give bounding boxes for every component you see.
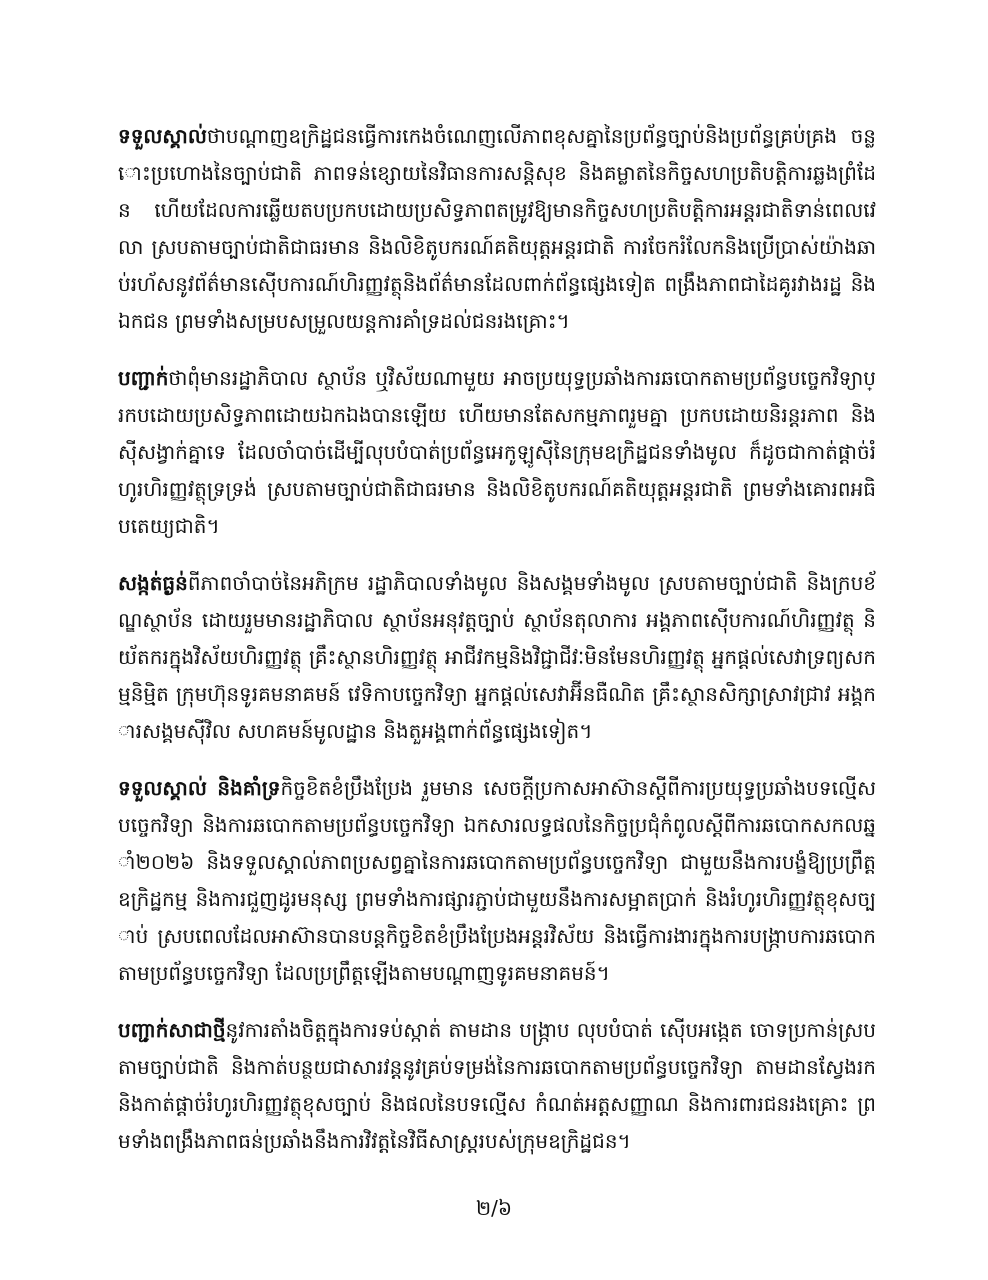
paragraph-body: ថាពុំមានរដ្ឋាភិបាល ស្ថាប័ន ឬវិស័យណាមួយ អាចប្រយុទ្ធប្រឆាំងការឆបោកតាមប្រព័ន្ធបច្ចេកវិទ្យាប្រកបដោយប្រសិទ្ធភាពដោយឯកឯងបានឡើយ ហើយមានតែសកម្មភាពរួមគ្នា ប្រកបដោយនិរន្តរភាព និងស៊ីសង្វាក់គ្នាទេ ដែលចាំបាច់ដើម្បីលុបបំបាត់ប្រព័ន្ធអេកូឡូស៊ីនៃក្រុមឧក្រិដ្ឋជនទាំងមូល ក៏ដូចជាកាត់ផ្ដាច់រំហូរហិរញ្ញវត្ថុទ្រទ្រង់ ស្របតាមច្បាប់ជាតិជាធរមាន និងលិខិតូបករណ៍គតិយុត្តអន្តរជាតិ ព្រមទាំងគោរពអធិបតេយ្យជាតិ។ (118, 366, 876, 538)
paragraph-lead: ទទួលស្គាល់ (118, 124, 207, 148)
paragraph-reaffirm (118, 1012, 876, 1160)
paragraph-lead: ទទួលស្គាល់ និងគាំទ្រ (118, 776, 281, 800)
paragraph-body: ពីភាពចាំបាច់នៃអភិក្រម រដ្ឋាភិបាលទាំងមូល និងសង្គមទាំងមូល ស្របតាមច្បាប់ជាតិ និងក្របខ័ណ្ឌស្ថាប័ន ដោយរួមមានរដ្ឋាភិបាល ស្ថាប័នអនុវត្តច្បាប់ ស្ថាប័នតុលាការ អង្គភាពស៊ើបការណ៍ហិរញ្ញវត្ថុ និយ័តករក្នុងវិស័យហិរញ្ញវត្ថុ គ្រឹះស្ថានហិរញ្ញវត្ថុ អាជីវកម្មនិងវិជ្ជាជីវៈមិនមែនហិរញ្ញវត្ថុ អ្នកផ្ដល់សេវាទ្រព្យសកម្មនិម្មិត ក្រុមហ៊ុនទូរគមនាគមន៍ វេទិកាបច្ចេកវិទ្យា អ្នកផ្ដល់សេវាអ៊ីនធឺណិត គ្រឹះស្ថានសិក្សាស្រាវជ្រាវ អង្គការសង្គមស៊ីវិល សហគមន៍មូលដ្ឋាន និងតួអង្គពាក់ព័ន្ធផ្សេងទៀត។ (118, 571, 876, 743)
paragraph-emphasize (118, 565, 876, 750)
paragraph-body: ថាបណ្ដាញឧក្រិដ្ឋជនធ្វើការកេងចំណេញលើភាពខុសគ្នានៃប្រព័ន្ធច្បាប់និងប្រព័ន្ធគ្រប់គ្រង ចន្លោះប្រហោងនៃច្បាប់ជាតិ ភាពទន់ខ្សោយនៃវិធានការសន្តិសុខ និងគម្លាតនៃកិច្ចសហប្រតិបត្តិការឆ្លងព្រំដែន ហើយដែលការឆ្លើយតបប្រកបដោយប្រសិទ្ធភាពតម្រូវឱ្យមានកិច្ចសហប្រតិបត្តិការអន្តរជាតិទាន់ពេលវេលា ស្របតាមច្បាប់ជាតិជាធរមាន និងលិខិតូបករណ៍គតិយុត្តអន្តរជាតិ ការចែករំលែកនិងប្រើប្រាស់យ៉ាងឆាប់រហ័សនូវព័ត៌មានស៊ើបការណ៍ហិរញ្ញវត្ថុនិងព័ត៌មានដែលពាក់ព័ន្ធផ្សេងទៀត ពង្រឹងភាពជាដៃគូរវាងរដ្ឋ និងឯកជន ព្រមទាំងសម្របសម្រួលយន្តការគាំទ្រដល់ជនរងគ្រោះ។ (118, 124, 876, 333)
paragraph-acknowledge-support (118, 770, 876, 992)
paragraph-affirm (118, 360, 876, 545)
paragraph-acknowledge (118, 118, 876, 340)
paragraph-body: កិច្ចខិតខំប្រឹងប្រែង រួមមាន សេចក្ដីប្រកាសអាស៊ានស្ដីពីការប្រយុទ្ធប្រឆាំងបទល្មើសបច្ចេកវិទ្យា និងការឆបោកតាមប្រព័ន្ធបច្ចេកវិទ្យា ឯកសារលទ្ធផលនៃកិច្ចប្រជុំកំពូលស្ដីពីការឆបោកសកលឆ្នាំ២០២៦ និងទទួលស្គាល់ភាពប្រសព្វគ្នានៃការឆបោកតាមប្រព័ន្ធបច្ចេកវិទ្យា ជាមួយនឹងការបង្ខំឱ្យប្រព្រឹត្តឧក្រិដ្ឋកម្ម និងការជួញដូរមនុស្ស ព្រមទាំងការផ្សារភ្ជាប់ជាមួយនឹងការសម្អាតប្រាក់ និងរំហូរហិរញ្ញវត្ថុខុសច្បាប់ ស្របពេលដែលអាស៊ានបានបន្តកិច្ចខិតខំប្រឹងប្រែងអន្តរវិស័យ និងធ្វើការងារក្នុងការបង្ក្រាបការឆបោកតាមប្រព័ន្ធបច្ចេកវិទ្យា ដែលប្រព្រឹត្តឡើងតាមបណ្ដាញទូរគមនាគមន៍។ (118, 776, 876, 985)
paragraph-lead: បញ្ជាក់សាជាថ្មី (118, 1018, 226, 1042)
paragraph-lead: បញ្ជាក់ (118, 366, 169, 390)
page-number: ២/៦ (475, 1196, 513, 1220)
paragraph-lead: សង្កត់ធ្ងន់ (118, 571, 188, 595)
paragraph-body: នូវការតាំងចិត្តក្នុងការទប់ស្កាត់ តាមដាន បង្ក្រាប លុបបំបាត់ ស៊ើបអង្កេត ចោទប្រកាន់ស្របតាមច្បាប់ជាតិ និងកាត់បន្ថយជាសារវន្តនូវគ្រប់ទម្រង់នៃការឆបោកតាមប្រព័ន្ធបច្ចេកវិទ្យា តាមដានស្វែងរក និងកាត់ផ្ដាច់រំហូរហិរញ្ញវត្ថុខុសច្បាប់ និងផលនៃបទល្មើស កំណត់អត្តសញ្ញាណ និងការពារជនរងគ្រោះ ព្រមទាំងពង្រឹងភាពធន់ប្រឆាំងនឹងការវិវត្តនៃវិធីសាស្ត្ររបស់ក្រុមឧក្រិដ្ឋជន។ (118, 1018, 876, 1153)
